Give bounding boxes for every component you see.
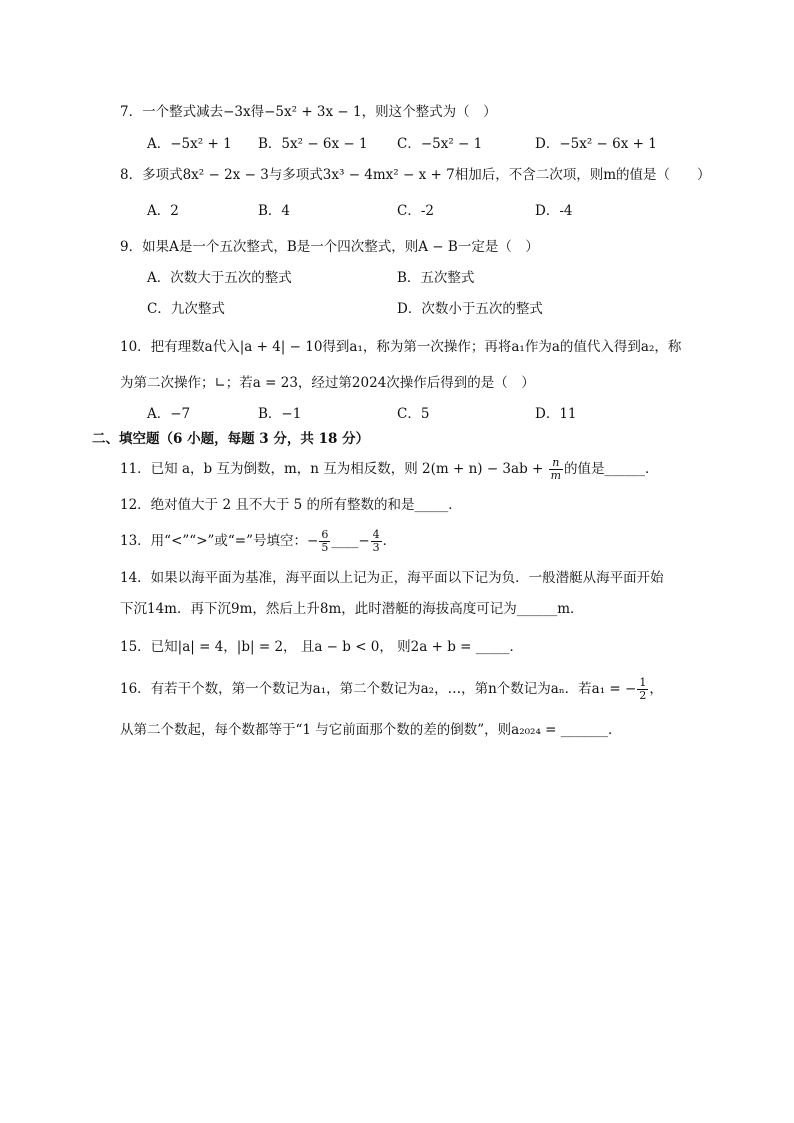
q11-line (120, 457, 659, 482)
q13-fraction-2 (371, 529, 382, 554)
q7-option-d: D．−5x² − 6x + 1 (535, 136, 657, 152)
q8-stem: 8．多项式8x² − 2x − 3与多项式3x³ − 4mx² − x + 7相加后，不含二次项，则m的值是（ ） (120, 167, 711, 183)
q11-text-b: 的值是______． (564, 461, 659, 477)
q16-text-b: ， (649, 681, 663, 697)
q13-fraction-1 (319, 529, 330, 554)
q12-line: 12．绝对值大于 2 且不大于 5 的所有整数的和是_____． (120, 497, 462, 513)
q13-fraction-1-numerator: 6 (321, 528, 329, 541)
q15-line: 15．已知|a| = 4，|b| = 2， 且a − b < 0， 则2a + b = _____． (120, 639, 523, 655)
q13-fraction-2-numerator: 4 (372, 528, 380, 541)
q16-fraction (637, 677, 648, 702)
q7-option-a: A．−5x² + 1 (147, 136, 232, 152)
q8-option-c: C．-2 (397, 203, 434, 219)
q13-fraction-2-denominator: 3 (372, 541, 380, 554)
q9-stem: 9．如果A是一个五次整式，B是一个四次整式，则A − B一定是（ ） (120, 239, 539, 255)
q16-line2: 从第二个数起，每个数都等于“1 与它前面那个数的差的倒数”，则a₂₀₂₄ = _______． (120, 722, 622, 738)
q16-line1 (120, 677, 663, 702)
q11-fraction-numerator: n (549, 457, 563, 470)
q13-text-mid: ____− (331, 533, 370, 549)
q11-fraction-denominator: m (550, 469, 562, 482)
q8-option-d: D．-4 (535, 203, 573, 219)
q16-fraction-numerator: 1 (639, 676, 647, 689)
q7-option-c: C．−5x² − 1 (397, 136, 483, 152)
q10-option-a: A．−7 (147, 406, 191, 422)
q8-option-b: B．4 (258, 203, 291, 219)
q10-option-d: D．11 (535, 406, 577, 422)
section-title: 二、填空题（6 小题，每题 3 分，共 18 分） (92, 431, 370, 447)
q9-option-c: C．九次整式 (147, 301, 225, 317)
q9-option-d: D．次数小于五次的整式 (397, 301, 543, 317)
q13-fraction-1-denominator: 5 (321, 541, 329, 554)
q14-line1: 14．如果以海平面为基准，海平面以上记为正，海平面以下记为负．一般潜艇从海平面开始 (120, 570, 664, 586)
q16-fraction-denominator: 2 (639, 689, 647, 702)
q9-option-a: A．次数大于五次的整式 (147, 270, 292, 286)
q8-option-a: A．2 (147, 203, 179, 219)
q14-line2: 下沉14m．再下沉9m，然后上升8m，此时潜艇的海拔高度可记为______m． (120, 601, 584, 617)
q9-option-b: B．五次整式 (397, 270, 475, 286)
q16-text-a: 16．有若干个数，第一个数记为a₁，第二个数记为a₂，…，第n个数记为aₙ．若a₁ = − (120, 681, 637, 697)
q13-line (120, 529, 396, 554)
q10-stem-line2: 为第二次操作；∟；若a = 23，经过第2024次操作后得到的是（ ） (120, 375, 535, 391)
q10-option-b: B．−1 (258, 406, 302, 422)
q10-stem-line1: 10．把有理数a代入|a + 4| − 10得到a₁，称为第一次操作；再将a₁作为a的值代入得到a₂，称 (120, 339, 682, 355)
q11-text-a: 11．已知 a，b 互为倒数，m，n 互为相反数，则 2(m + n) − 3ab + (120, 461, 548, 477)
q7-stem: 7．一个整式减去−3x得−5x² + 3x − 1，则这个整式为（ ） (120, 104, 497, 120)
q13-text-a: 13．用“<”“>”或“=”号填空：− (120, 533, 319, 549)
q11-fraction (549, 457, 563, 482)
q13-text-b: ． (382, 533, 397, 549)
q7-option-b: B．5x² − 6x − 1 (258, 136, 368, 152)
q10-option-c: C．5 (397, 406, 430, 422)
